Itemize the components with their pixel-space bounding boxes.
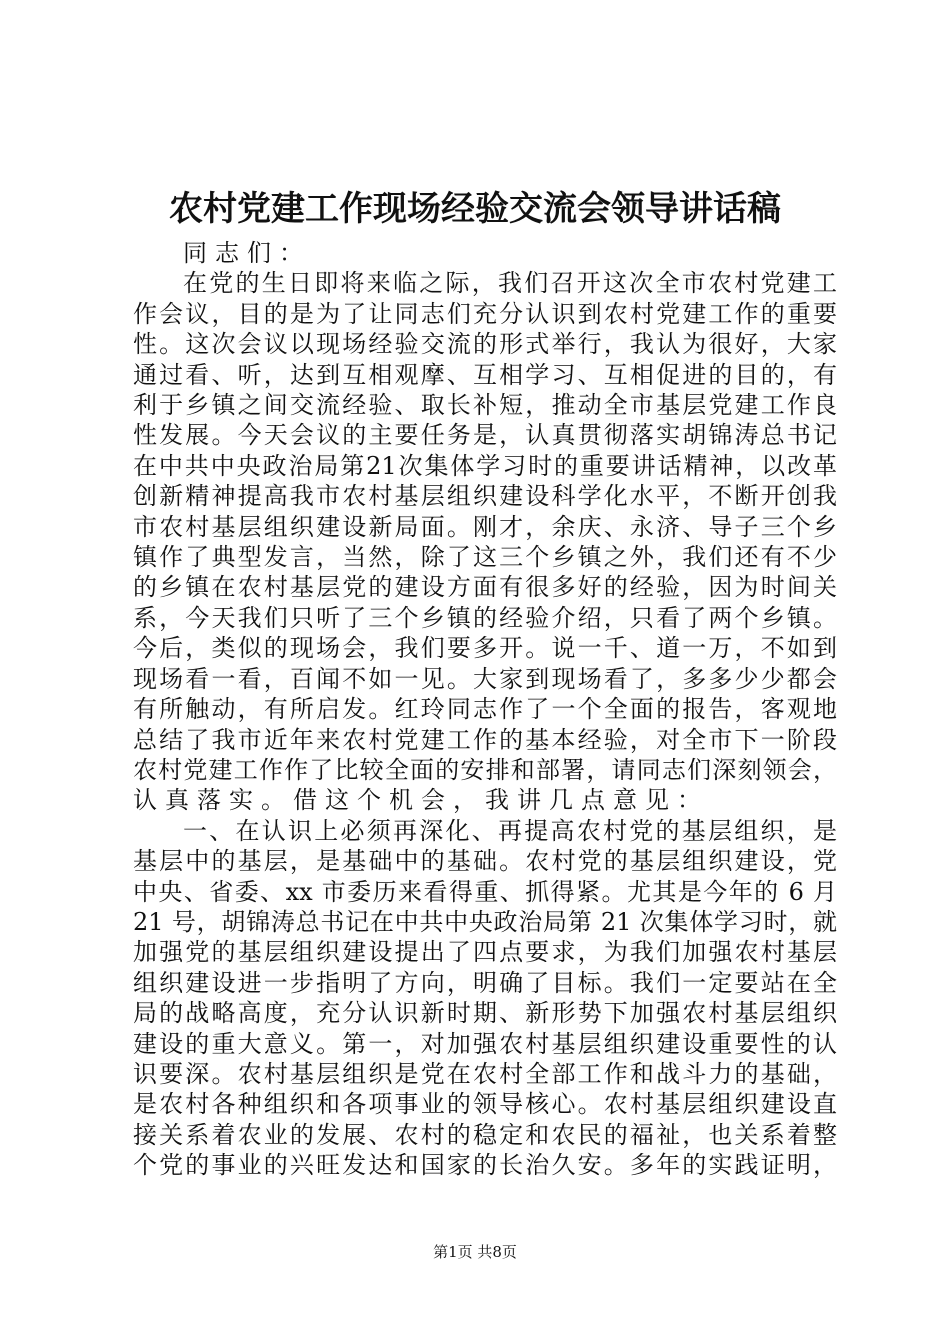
text-line: 性。这次会议以现场经验交流的形式举行，我认为很好，大家	[133, 330, 837, 359]
text-line: 中央、省委、xx 市委历来看得重、抓得紧。尤其是今年的 6 月	[133, 877, 837, 906]
text-line: 认真落实。借这个机会，我讲几点意见：	[133, 786, 709, 815]
text-line: 有所触动，有所启发。红玲同志作了一个全面的报告，客观地	[133, 695, 837, 724]
document-title: 农村党建工作现场经验交流会领导讲话稿	[169, 189, 781, 229]
text-line: 21 号，胡锦涛总书记在中共中央政治局第 21 次集体学习时，就	[133, 907, 837, 936]
page-number: 第1页 共8页	[433, 1243, 517, 1261]
text-line: 加强党的基层组织建设提出了四点要求，为我们加强农村基层	[133, 938, 837, 967]
text-line: 在中共中央政治局第21次集体学习时的重要讲话精神，以改革	[133, 451, 837, 480]
text-line: 一、在认识上必须再深化、再提高农村党的基层组织，是	[183, 816, 837, 845]
text-line: 农村党建工作作了比较全面的安排和部署，请同志们深刻领会，	[133, 755, 837, 784]
text-line: 建设的重大意义。第一，对加强农村基层组织建设重要性的认	[133, 1029, 837, 1058]
text-line: 通过看、听，达到互相观摩、互相学习、互相促进的目的，有	[133, 360, 837, 389]
text-line: 创新精神提高我市农村基层组织建设科学化水平，不断开创我	[133, 482, 837, 511]
text-line: 现场看一看，百闻不如一见。大家到现场看了，多多少少都会	[133, 664, 837, 693]
text-line: 是农村各种组织和各项事业的领导核心。农村基层组织建设直	[133, 1090, 837, 1119]
text-line: 接关系着农业的发展、农村的稳定和农民的福祉，也关系着整	[133, 1120, 837, 1149]
text-line: 利于乡镇之间交流经验、取长补短，推动全市基层党建工作良	[133, 391, 837, 420]
salutation: 同志们：	[183, 239, 311, 267]
document-body	[133, 238, 837, 1181]
text-line: 系，今天我们只听了三个乡镇的经验介绍，只看了两个乡镇。	[133, 603, 837, 632]
text-line: 市农村基层组织建设新局面。刚才，余庆、永济、导子三个乡	[133, 512, 837, 541]
text-line: 性发展。今天会议的主要任务是，认真贯彻落实胡锦涛总书记	[133, 421, 837, 450]
text-line: 局的战略高度，充分认识新时期、新形势下加强农村基层组织	[133, 999, 837, 1028]
text-line: 在党的生日即将来临之际，我们召开这次全市农村党建工	[183, 269, 837, 298]
text-line: 总结了我市近年来农村党建工作的基本经验，对全市下一阶段	[133, 725, 837, 754]
text-line: 识要深。农村基层组织是党在农村全部工作和战斗力的基础，	[133, 1059, 837, 1088]
text-line: 个党的事业的兴旺发达和国家的长治久安。多年的实践证明，	[133, 1151, 837, 1180]
text-line: 组织建设进一步指明了方向，明确了目标。我们一定要站在全	[133, 968, 837, 997]
text-line: 作会议，目的是为了让同志们充分认识到农村党建工作的重要	[133, 299, 837, 328]
text-line: 的乡镇在农村基层党的建设方面有很多好的经验，因为时间关	[133, 573, 837, 602]
text-line: 基层中的基层，是基础中的基础。农村党的基层组织建设，党	[133, 847, 837, 876]
text-line: 今后，类似的现场会，我们要多开。说一千、道一万，不如到	[133, 634, 837, 663]
paragraphs	[133, 268, 837, 1180]
text-line: 镇作了典型发言，当然，除了这三个乡镇之外，我们还有不少	[133, 543, 837, 572]
